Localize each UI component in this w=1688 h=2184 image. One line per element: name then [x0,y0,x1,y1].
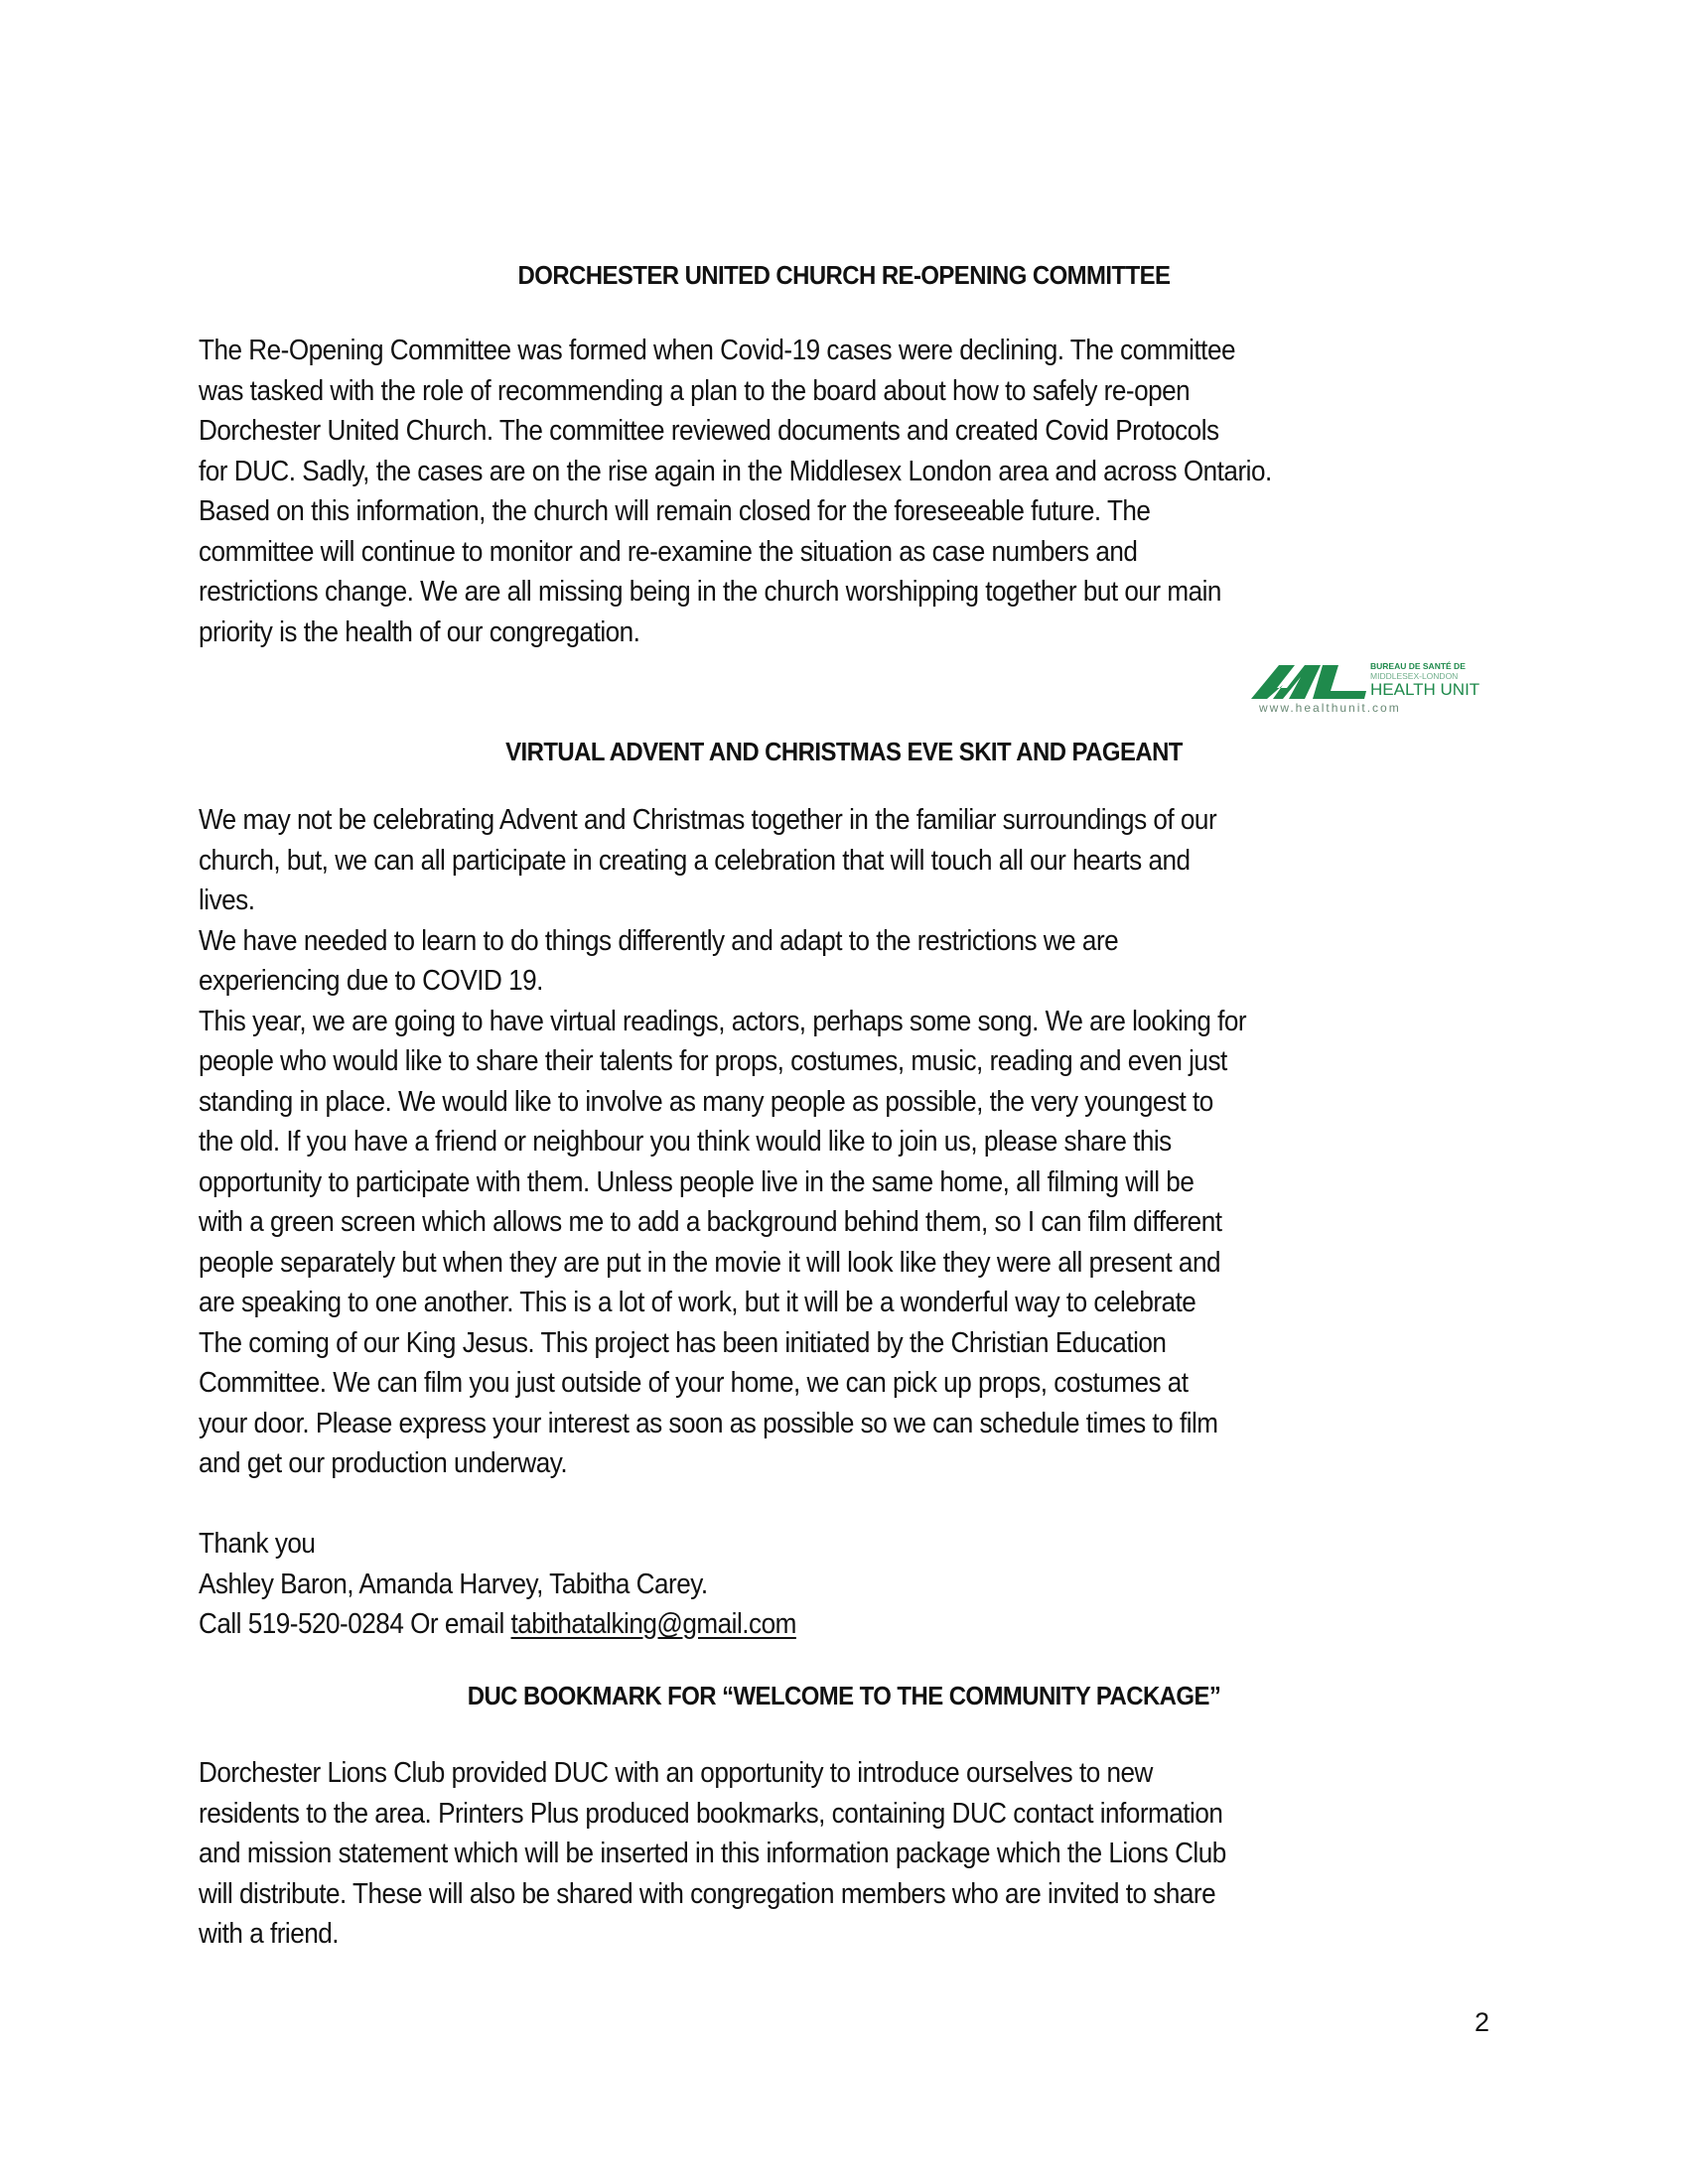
text-line: are speaking to one another. This is a lot of work, but it will be a wonderful way to celebrate [199,1287,1196,1318]
text-line: residents to the area. Printers Plus produced bookmarks, containing DUC contact information [199,1797,1223,1830]
text-line: was tasked with the role of recommending a plan to the board about how to safely re-open [199,374,1191,407]
contact-line [199,1604,1387,1645]
health-unit-logo [1249,655,1497,715]
text-line: experiencing due to COVID 19. [199,965,543,997]
thank-you-line: Thank you [199,1528,316,1560]
section-heading-duc-bookmark: DUC BOOKMARK FOR “WELCOME TO THE COMMUNITY PACKAGE” [467,1681,1221,1710]
text-line: restrictions change. We are all missing being in the church worshipping together but our main [199,576,1221,608]
text-line: the old. If you have a friend or neighbour you think would like to join us, please share this [199,1126,1172,1158]
page-number: 2 [1475,2007,1490,2037]
duc-bookmark-paragraph [199,1753,1519,1955]
ml-logo-mark-icon [1251,665,1366,699]
text-line: for DUC. Sadly, the cases are on the rise again in the Middlesex London area and across Ontario. [199,455,1272,487]
text-line: church, but, we can all participate in creating a celebration that will touch all our hearts and [199,844,1191,877]
text-line: opportunity to participate with them. Unless people live in the same home, all filming will be [199,1165,1195,1198]
text-line: Dorchester United Church. The committee reviewed documents and created Covid Protocols [199,415,1219,447]
text-line: and get our production underway. [199,1447,568,1479]
text-line: with a green screen which allows me to add a background behind them, so I can film different [199,1206,1222,1238]
text-line: Dorchester Lions Club provided DUC with an opportunity to introduce ourselves to new [199,1757,1153,1789]
text-line: We may not be celebrating Advent and Christmas together in the familiar surroundings of our [199,804,1217,836]
text-line: Committee. We can film you just outside of your home, we can pick up props, costumes at [199,1367,1189,1399]
section-heading-reopening-committee: DORCHESTER UNITED CHURCH RE-OPENING COMMITTEE [517,260,1171,290]
contact-phone-text: Call 519-520-0284 Or email [199,1608,511,1640]
logo-text-health-unit: HEALTH UNIT [1370,680,1480,699]
text-line: standing in place. We would like to involve as many people as possible, the very youngest to [199,1085,1213,1118]
text-line: priority is the health of our congregation. [199,615,640,648]
logo-text-middlesex: MIDDLESEX-LONDON [1370,671,1459,681]
virtual-advent-paragraph [199,800,1519,1645]
text-line: The Re-Opening Committee was formed when Covid-19 cases were declining. The committee [199,335,1235,366]
text-line: committee will continue to monitor and re-examine the situation as case numbers and [199,535,1138,568]
reopening-committee-paragraph [199,331,1519,652]
email-link[interactable]: tabithatalking@gmail.com [510,1608,796,1640]
text-line: lives. [199,885,255,916]
text-line: We have needed to learn to do things differently and adapt to the restrictions we are [199,924,1119,957]
logo-text-bureau: BUREAU DE SANTÉ DE [1370,661,1466,671]
text-line: Based on this information, the church will remain closed for the foreseeable future. The [199,495,1151,527]
text-line: and mission statement which will be inserted in this information package which the Lions Club [199,1838,1226,1869]
text-line: This year, we are going to have virtual readings, actors, perhaps some song. We are looking for [199,1005,1247,1037]
signatories-line: Ashley Baron, Amanda Harvey, Tabitha Carey. [199,1568,708,1600]
text-line: will distribute. These will also be shared with congregation members who are invited to share [199,1877,1216,1910]
text-line: The coming of our King Jesus. This project has been initiated by the Christian Education [199,1326,1167,1359]
logo-url: www.healthunit.com [1259,701,1401,715]
text-line: your door. Please express your interest as soon as possible so we can schedule times to film [199,1407,1218,1439]
text-line: people who would like to share their talents for props, costumes, music, reading and even just [199,1045,1227,1077]
section-heading-virtual-advent: VIRTUAL ADVENT AND CHRISTMAS EVE SKIT AND PAGEANT [505,737,1183,766]
text-line: with a friend. [199,1918,340,1950]
text-line: people separately but when they are put in the movie it will look like they were all present and [199,1246,1220,1279]
blank-line [199,1484,1387,1525]
